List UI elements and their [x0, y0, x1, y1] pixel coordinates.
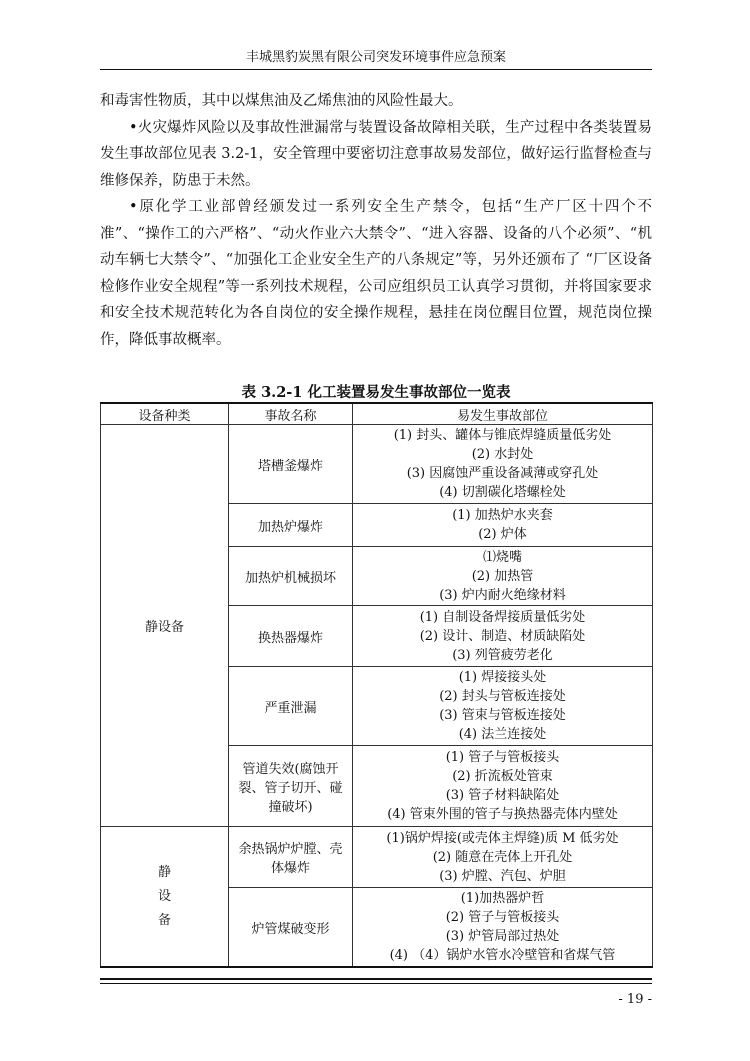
- category-cell: [101, 827, 229, 968]
- locations-cell: [353, 547, 653, 606]
- location-line: (1) 封头、罐体与锥底焊缝质量低劣处: [393, 428, 612, 443]
- location-line: (2) 随意在壳体上开孔处: [432, 849, 573, 865]
- table-header-row: [101, 403, 653, 425]
- page-number: - 19 -: [618, 992, 652, 1007]
- header-rule: [100, 69, 652, 70]
- location-line: (2) 加热管: [471, 568, 534, 584]
- location-line: (1) 管子与管板接头: [445, 750, 560, 765]
- accident-name-cell: 管道失效(腐蚀开裂、管子切开、碰撞破坏): [229, 746, 353, 827]
- category-char: 设: [157, 888, 171, 904]
- location-line: (2) 封头与管板连接处: [439, 689, 566, 704]
- location-line: (4) 法兰连接处: [458, 727, 547, 742]
- body-text: [100, 88, 652, 353]
- locations-cell: [353, 606, 653, 667]
- paragraph-1: 和毒害性物质，其中以煤焦油及乙烯焦油的风险性最大。: [100, 93, 463, 109]
- locations-cell: [353, 667, 653, 746]
- location-line: (3) 炉内耐火绝缘材料: [439, 587, 566, 603]
- location-line: ⑴烧嘴: [482, 549, 522, 565]
- locations-cell: [353, 827, 653, 888]
- paragraph-3: •原化学工业部曾经颁发过一系列安全生产禁令，包括“生产厂区十四个不准”、“操作工的六严格”、“动火作业六大禁令”、“进入容器、设备的八个必须”、“机动车辆七大禁令”、“加强化工企业安全生产的八条规定”等，另外还颁布了 “厂区设备检修作业安全规程”等一系列技术规程，公司应组织员工认真学习贯彻，并将国家要求和安全技术规范转化为各自岗位的安全操作规程，悬挂在岗位醒目位置，规范岗位操作，降低事故概率。: [100, 199, 652, 348]
- location-line: (2) 水封处: [471, 447, 534, 462]
- location-line: (3) 炉管局部过热处: [445, 929, 560, 944]
- footer-rule-thick: [100, 978, 652, 980]
- accident-name-cell: 炉管煤破变形: [229, 888, 353, 968]
- location-line: (2) 折流板处管束: [452, 769, 553, 784]
- category-char: 静: [157, 864, 171, 880]
- location-line: (1)锅炉焊接(或壳体主焊缝)质 M 低劣处: [386, 830, 619, 846]
- location-line: (1) 焊接接头处: [458, 670, 547, 685]
- locations-cell: [353, 425, 653, 504]
- location-line: (2) 设计、制造、材质缺陷处: [419, 628, 586, 644]
- location-line: (2) 管子与管板接头: [445, 910, 560, 925]
- accident-name-cell: 塔槽釜爆炸: [229, 425, 353, 504]
- footer-rule: [100, 983, 652, 984]
- header-equipment-type: 设备种类: [101, 403, 229, 425]
- accident-name-cell: 换热器爆炸: [229, 606, 353, 667]
- location-line: (2) 炉体: [478, 527, 527, 542]
- location-line: (1) 自制设备焊接质量低劣处: [419, 609, 586, 625]
- locations-cell: [353, 888, 653, 968]
- accident-name-cell: 余热锅炉炉膛、壳 体爆炸: [229, 827, 353, 888]
- header-accident-name: 事故名称: [229, 403, 353, 425]
- location-line: (4) 管束外围的管子与换热器壳体内壁处: [387, 807, 618, 822]
- location-line: (3) 列管疲劳老化: [452, 647, 553, 663]
- paragraph-2: •火灾爆炸风险以及事故性泄漏常与装置设备故障相关联，生产过程中各类装置易发生事故部位见表 3.2-1，安全管理中要密切注意事故易发部位，做好运行监督检查与维修保养，防患于未然。: [100, 119, 652, 189]
- category-char: 备: [157, 912, 171, 928]
- location-line: (3) 炉膛、汽包、炉胆: [439, 868, 566, 884]
- locations-cell: [353, 746, 653, 827]
- accident-name-cell: 加热炉爆炸: [229, 504, 353, 547]
- running-header: 丰城黑豹炭黑有限公司突发环境事件应急预案: [245, 50, 506, 65]
- header-accident-locations: 易发生事故部位: [353, 403, 653, 425]
- category-cell: 静设备: [101, 425, 229, 827]
- location-line: (3) 管束与管板连接处: [439, 708, 566, 723]
- location-line: (1)加热器炉哲: [460, 891, 545, 906]
- locations-cell: [353, 504, 653, 547]
- accident-location-table: [100, 402, 652, 968]
- location-line: (1) 加热炉水夹套: [452, 508, 553, 523]
- table-row: [101, 827, 653, 888]
- table-title: 表 3.2-1 化工装置易发生事故部位一览表: [241, 384, 511, 401]
- location-line: (3) 因腐蚀严重设备减薄或穿孔处: [406, 466, 599, 481]
- accident-name-cell: 加热炉机械损坏: [229, 547, 353, 606]
- location-line: (4) 切割碳化塔螺栓处: [439, 485, 566, 500]
- accident-name-cell: 严重泄漏: [229, 667, 353, 746]
- table-row: [101, 425, 653, 504]
- location-line: (3) 管子材料缺陷处: [445, 788, 560, 803]
- location-line: (4) （4）锅炉水管水冷壁管和省煤气管: [389, 948, 616, 963]
